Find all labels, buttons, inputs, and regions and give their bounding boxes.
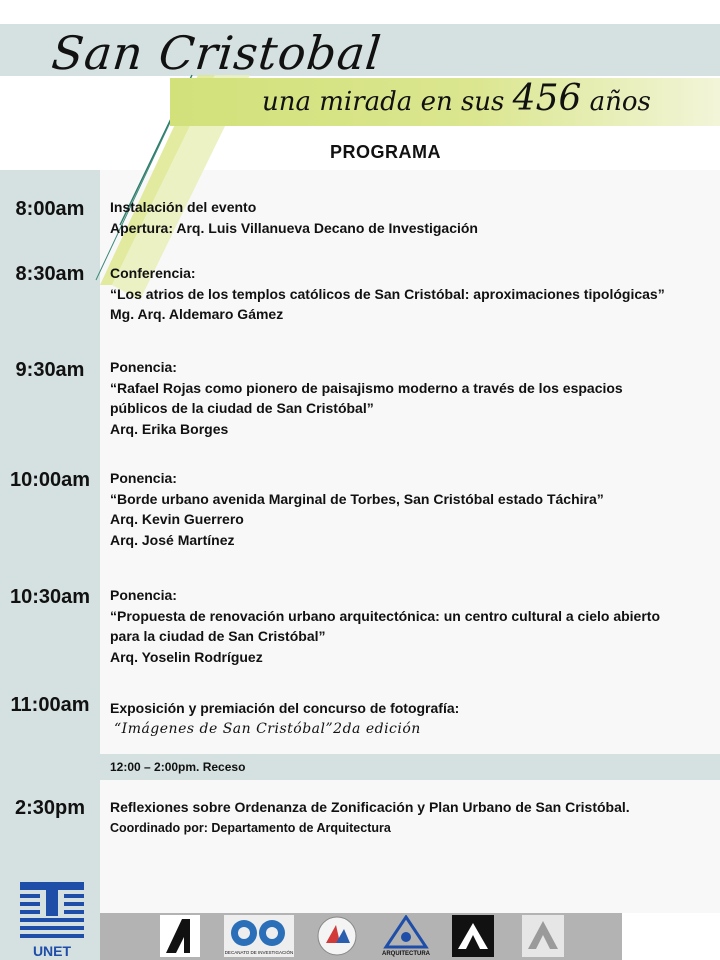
item-line: Coordinado por: Departamento de Arquitectura bbox=[110, 820, 391, 835]
item-line: Arq. Kevin Guerrero bbox=[110, 511, 244, 527]
subtitle-prefix: una mirada en sus bbox=[262, 87, 505, 117]
item-line: Arq. Erika Borges bbox=[110, 420, 229, 437]
schedule-item bbox=[110, 468, 718, 550]
time-slot: 11:00am bbox=[10, 694, 90, 716]
arrow-emblem-logo bbox=[522, 915, 564, 957]
break-text: 12:00 – 2:00pm. Receso bbox=[110, 760, 246, 774]
item-line: Ponencia: bbox=[110, 359, 177, 375]
item-line: Arq. Yoselin Rodríguez bbox=[110, 648, 263, 665]
item-line: “Los atrios de los templos católicos de San Cristóbal: aproximaciones tipológicas” bbox=[110, 285, 665, 302]
schedule-item bbox=[110, 698, 718, 739]
unet-label: UNET bbox=[32, 943, 72, 959]
arquitectura-logo bbox=[380, 915, 432, 957]
item-line: “Propuesta de renovación urbano arquitectónica: un centro cultural a cielo abierto bbox=[110, 607, 660, 624]
item-line: Conferencia: bbox=[110, 265, 196, 281]
schedule-item bbox=[110, 797, 718, 838]
photo-contest-title: “Imágenes de San Cristóbal”2da edición bbox=[114, 720, 421, 737]
item-line: Arq. José Martínez bbox=[110, 531, 235, 548]
item-line: Exposición y premiación del concurso de fotografía: bbox=[110, 700, 460, 716]
time-slot: 10:30am bbox=[9, 586, 91, 608]
time-slot: 10:00am bbox=[9, 469, 91, 491]
arquitectura-caption: ARQUITECTURA bbox=[382, 951, 430, 957]
geometric-cube-logo bbox=[452, 915, 494, 957]
schedule-item bbox=[110, 357, 718, 439]
item-line: Apertura: Arq. Luis Villanueva Decano de Investigación bbox=[110, 219, 478, 236]
page-title: San Cristobal bbox=[49, 26, 385, 80]
program-heading: PROGRAMA bbox=[330, 142, 441, 162]
subtitle-suffix: años bbox=[589, 87, 651, 117]
page-subtitle bbox=[262, 78, 651, 119]
unet-logo bbox=[14, 880, 90, 960]
schedule-item bbox=[110, 197, 718, 238]
schedule-item bbox=[110, 585, 718, 667]
schedule-item bbox=[110, 263, 718, 325]
item-line: Reflexiones sobre Ordenanza de Zonificación y Plan Urbano de San Cristóbal. bbox=[110, 799, 630, 815]
decanato-caption: DECANATO DE INVESTIGACIÓN bbox=[224, 950, 294, 955]
item-line: Instalación del evento bbox=[110, 199, 257, 215]
item-line: Ponencia: bbox=[110, 470, 177, 486]
time-slot: 8:00am bbox=[15, 198, 85, 220]
item-line: públicos de la ciudad de San Cristóbal” bbox=[110, 400, 374, 416]
item-line: “Borde urbano avenida Marginal de Torbes, San Cristóbal estado Táchira” bbox=[110, 490, 604, 507]
circle-emblem-logo bbox=[314, 915, 360, 957]
item-line: Mg. Arq. Aldemaro Gámez bbox=[110, 306, 284, 322]
decanato-investigacion-logo bbox=[224, 915, 294, 957]
subtitle-number: 456 bbox=[512, 78, 582, 119]
item-line: Ponencia: bbox=[110, 587, 177, 603]
time-slot: 9:30am bbox=[15, 359, 85, 381]
architecture-a-logo bbox=[160, 915, 200, 957]
time-slot: 2:30pm bbox=[14, 797, 86, 819]
item-line: para la ciudad de San Cristóbal” bbox=[110, 628, 326, 644]
item-line: “Rafael Rojas como pionero de paisajismo moderno a través de los espacios bbox=[110, 379, 623, 396]
logo-bar-end bbox=[622, 913, 720, 960]
time-slot: 8:30am bbox=[15, 263, 85, 285]
